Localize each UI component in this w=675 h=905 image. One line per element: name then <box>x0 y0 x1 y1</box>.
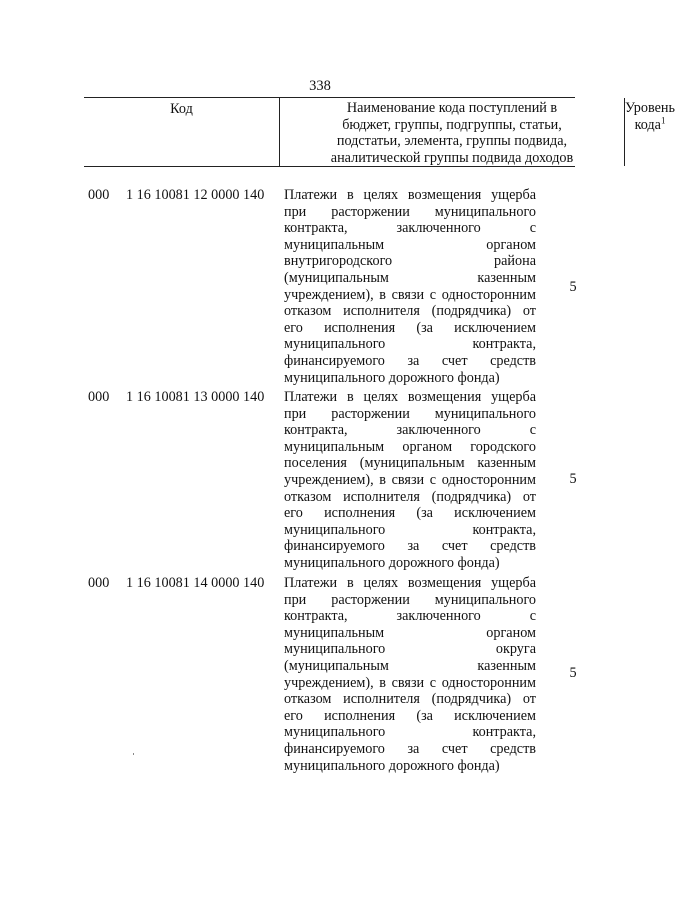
description-line: муниципального контракта, <box>284 521 536 538</box>
description-line: отказом исполнителя (подрядчика) от <box>284 303 536 320</box>
admin-code: 000 <box>88 575 110 591</box>
revenue-code: 1 16 10081 12 0000 140 <box>126 187 265 203</box>
description-line: учреждением), в связи с односторонним <box>284 286 536 303</box>
description-line: внутригородского района <box>284 253 536 270</box>
admin-code: 000 <box>88 187 110 203</box>
page-number: 338 <box>309 78 331 94</box>
description-line: муниципальным органом <box>284 236 536 253</box>
description-line: муниципальным органом <box>284 624 536 641</box>
description-line: муниципального округа <box>284 641 536 658</box>
description-line: при расторжении муниципального <box>284 203 536 220</box>
header-name-line: бюджет, группы, подгруппы, статьи, <box>342 116 562 133</box>
description-line: финансируемого за счет средств <box>284 740 536 757</box>
description-line: Платежи в целях возмещения ущерба <box>284 575 536 591</box>
description-line: при расторжении муниципального <box>284 591 536 608</box>
description-line: финансируемого за счет средств <box>284 352 536 369</box>
description-line: муниципального дорожного фонда) <box>284 757 500 774</box>
description-line: поселения (муниципальным казенным <box>284 455 536 472</box>
revenue-code: 1 16 10081 13 0000 140 <box>126 389 265 405</box>
description-line: муниципального дорожного фонда) <box>284 369 500 386</box>
description-line: его исполнения (за исключением <box>284 707 536 724</box>
description-line: учреждением), в связи с односторонним <box>284 471 536 488</box>
description-line: (муниципальным казенным <box>284 657 536 674</box>
description-line: финансируемого за счет средств <box>284 538 536 555</box>
footnote-marker: 1 <box>660 114 666 125</box>
header-name <box>279 98 625 166</box>
description-line: его исполнения (за исключением <box>284 319 536 336</box>
description-line: при расторжении муниципального <box>284 405 536 422</box>
header-name-line: аналитической группы подвида доходов <box>330 149 574 166</box>
description-line: его исполнения (за исключением <box>284 505 536 522</box>
code-level: 5 <box>569 279 577 295</box>
description-line: учреждением), в связи с односторонним <box>284 674 536 691</box>
description-line: муниципального дорожного фонда) <box>284 554 500 571</box>
revenue-code: 1 16 10081 14 0000 140 <box>126 575 265 591</box>
revenue-description <box>284 187 536 386</box>
header-level-word: кода <box>634 116 661 133</box>
description-line: отказом исполнителя (подрядчика) от <box>284 691 536 708</box>
admin-code: 000 <box>88 389 110 405</box>
header-level <box>625 98 675 168</box>
table-header <box>84 97 675 167</box>
revenue-description <box>284 575 536 774</box>
scan-speck <box>133 753 134 755</box>
description-line: муниципального контракта, <box>284 724 536 741</box>
header-level-line: Уровень <box>625 100 675 116</box>
description-line: контракта, заключенного с <box>284 608 536 625</box>
header-name-line: Наименование кода поступлений в <box>346 100 558 116</box>
header-level-line2 <box>625 114 675 134</box>
description-line: муниципальным органом городского <box>284 438 536 455</box>
header-name-line: подстатьи, элемента, группы подвида, <box>336 133 568 150</box>
revenue-description <box>284 389 536 572</box>
code-level: 5 <box>569 471 577 487</box>
code-level: 5 <box>569 665 577 681</box>
description-line: отказом исполнителя (подрядчика) от <box>284 488 536 505</box>
header-code: Код <box>170 101 193 117</box>
description-line: контракта, заключенного с <box>284 220 536 237</box>
description-line: Платежи в целях возмещения ущерба <box>284 187 536 203</box>
description-line: контракта, заключенного с <box>284 422 536 439</box>
description-line: Платежи в целях возмещения ущерба <box>284 389 536 405</box>
description-line: (муниципальным казенным <box>284 269 536 286</box>
description-line: муниципального контракта, <box>284 336 536 353</box>
